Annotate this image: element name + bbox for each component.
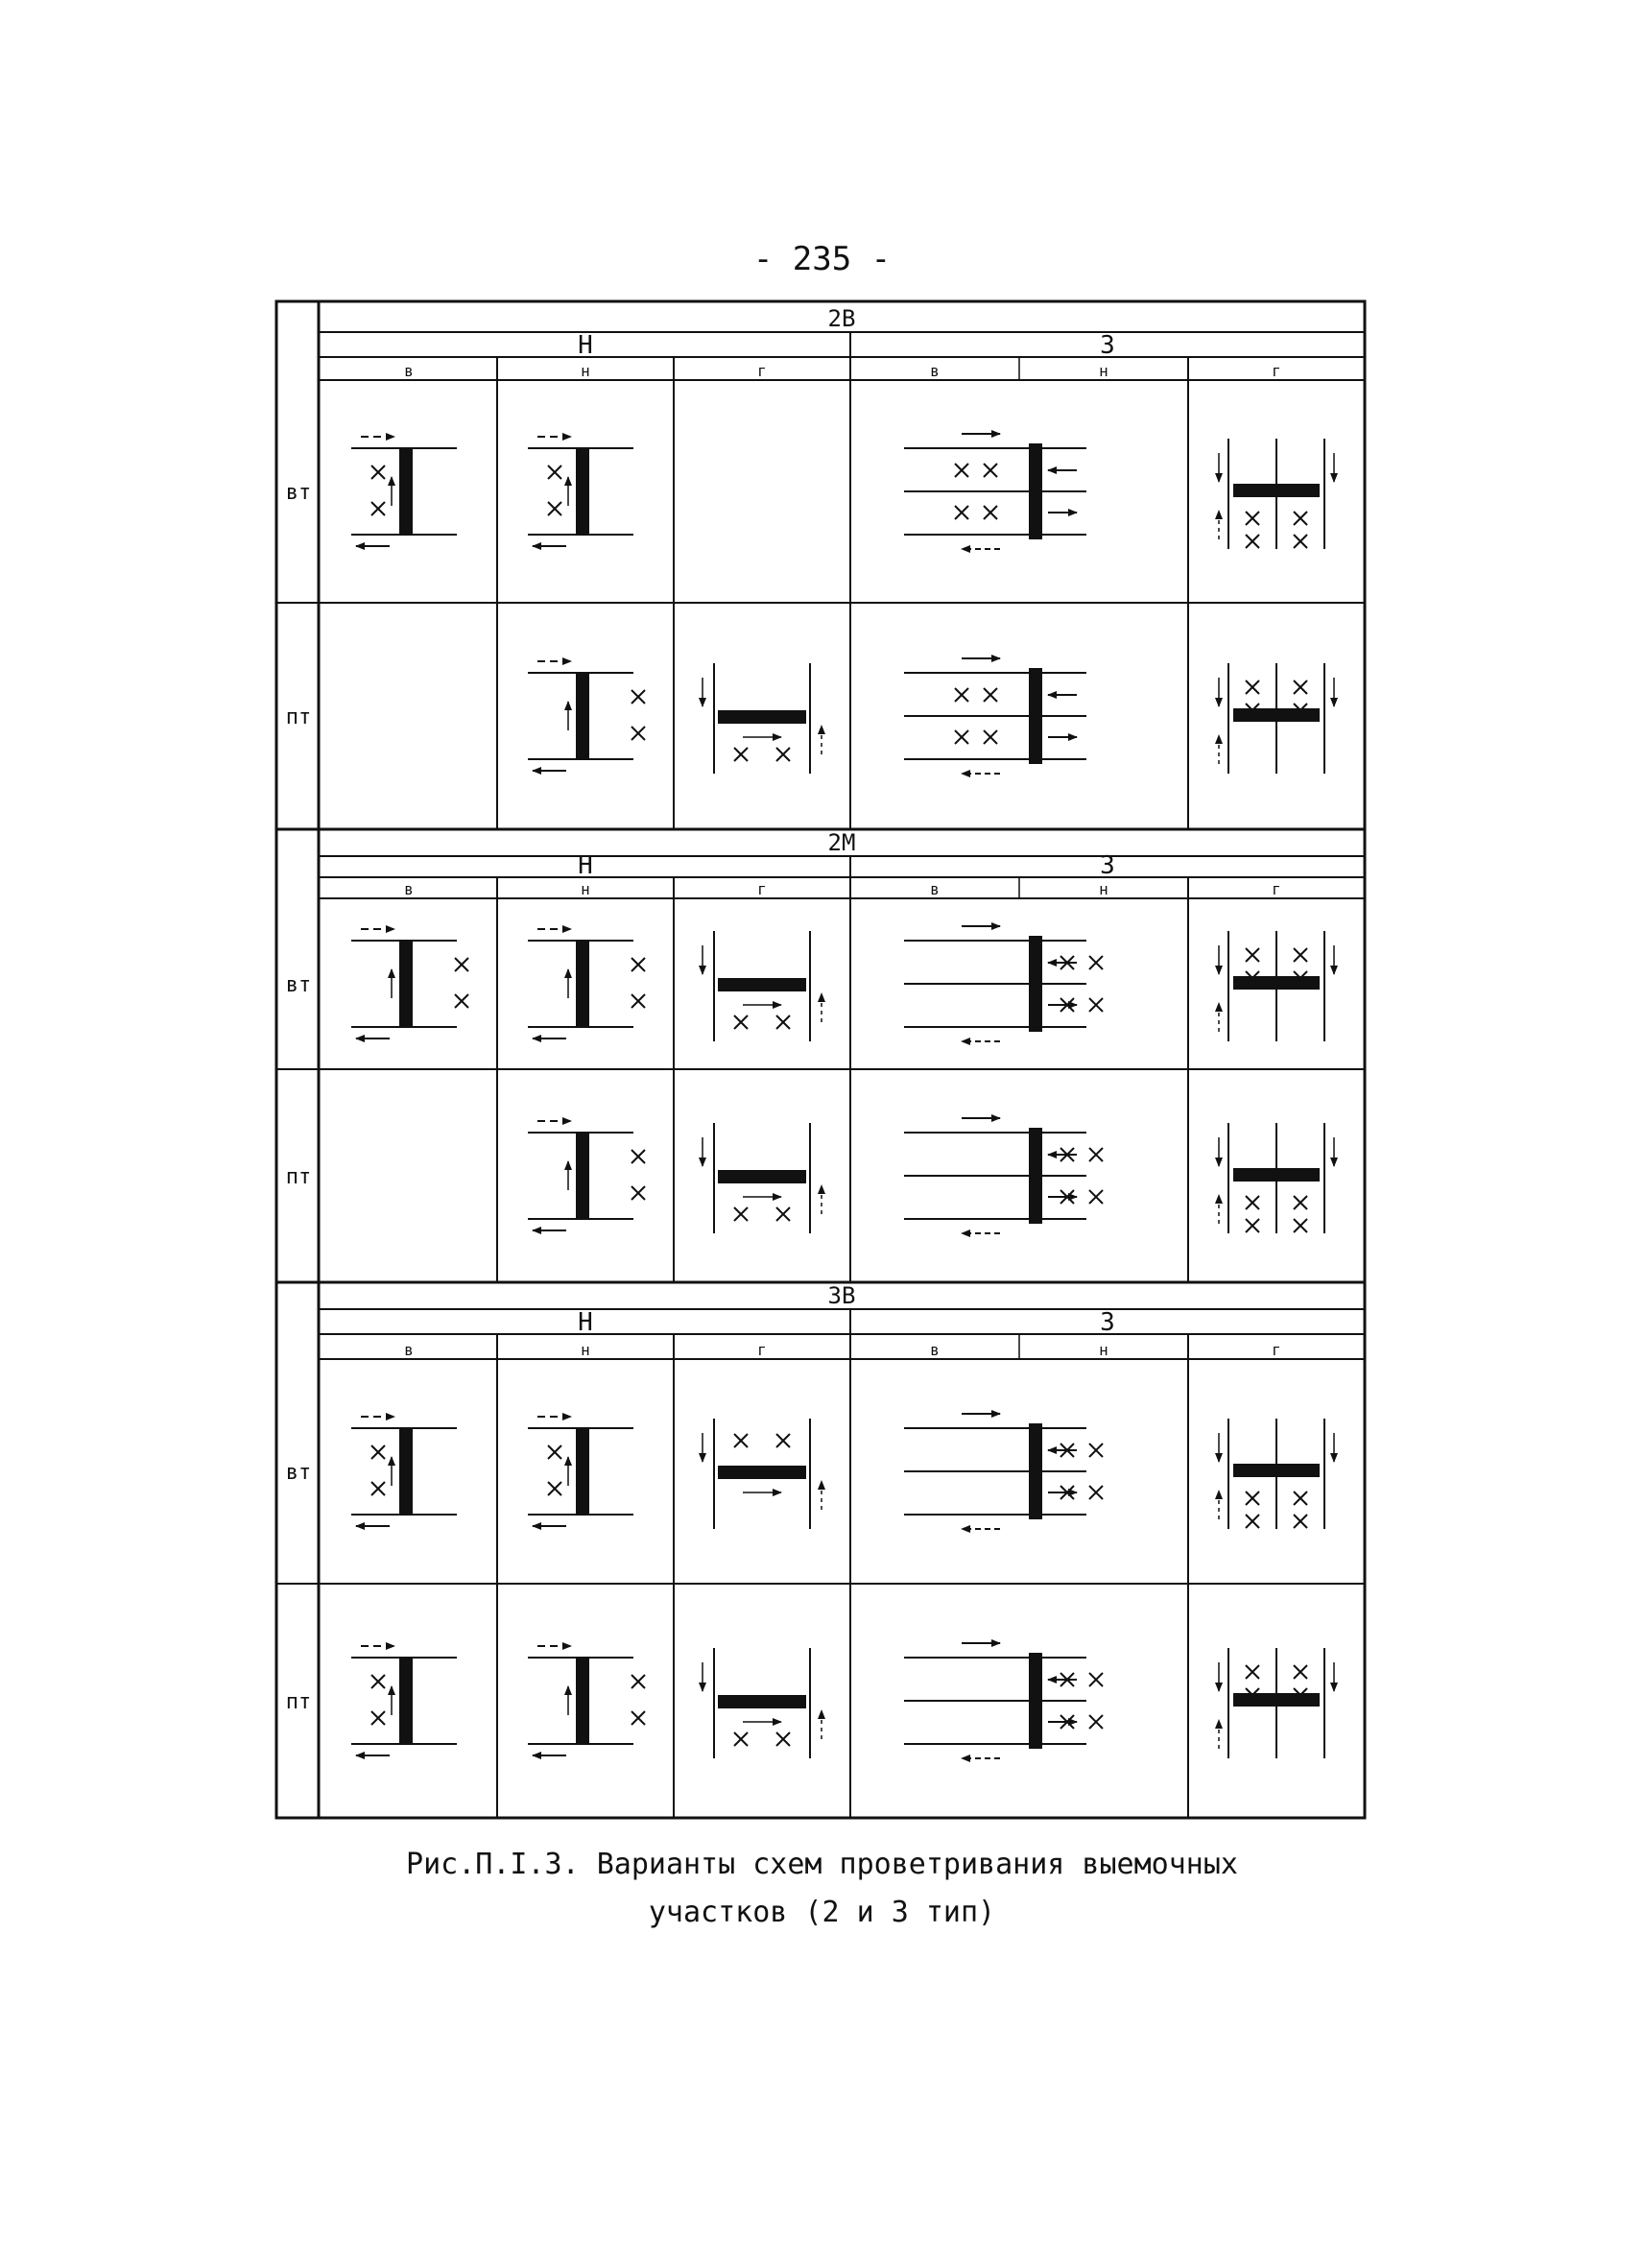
page-number: - 235 - xyxy=(752,240,892,278)
coal-face xyxy=(576,1428,589,1515)
scheme-b2-r2-c4 xyxy=(904,1118,1103,1233)
block-1 xyxy=(286,305,1281,729)
scheme-b1-r2-c3 xyxy=(703,663,822,774)
sub-col-label: н xyxy=(1099,880,1108,898)
scheme-b3-r2-c3 xyxy=(703,1648,822,1758)
coal-face xyxy=(399,1658,413,1744)
block-3 xyxy=(286,1282,1281,1714)
scheme-b1-r1-c5 xyxy=(1219,439,1334,549)
sub-col-label: в xyxy=(404,362,414,380)
group-label-z: З xyxy=(1100,851,1115,880)
group-label-z: З xyxy=(1100,1308,1115,1337)
sub-col-label: г xyxy=(757,362,767,380)
scheme-b1-r1-c2 xyxy=(528,437,633,546)
block-title: 2В xyxy=(827,305,856,332)
group-label-z: З xyxy=(1100,331,1115,360)
scheme-b3-r1-c2 xyxy=(528,1417,633,1526)
scheme-b2-r1-c1 xyxy=(351,929,468,1039)
scheme-b2-r2-c2 xyxy=(528,1121,645,1230)
sub-col-label: в xyxy=(930,362,940,380)
scheme-b3-r1-c4 xyxy=(904,1414,1103,1529)
coal-face xyxy=(576,673,589,759)
sub-col-label: г xyxy=(1272,880,1281,898)
coal-face xyxy=(399,448,413,535)
group-label-n: Н xyxy=(578,1308,593,1337)
scheme-b1-r2-c5 xyxy=(1219,663,1334,774)
scheme-b1-r1-c1 xyxy=(351,437,457,546)
scheme-b2-r2-c5 xyxy=(1219,1123,1334,1233)
ventilation-schemes-figure xyxy=(274,299,1369,1822)
scheme-b2-r1-c5 xyxy=(1219,931,1334,1041)
sub-col-label: г xyxy=(757,880,767,898)
coal-face xyxy=(718,1695,806,1708)
scheme-b3-r1-c1 xyxy=(351,1417,457,1526)
scheme-b3-r1-c3 xyxy=(703,1419,822,1529)
scheme-b2-r2-c3 xyxy=(703,1123,822,1233)
scheme-b3-r2-c2 xyxy=(528,1646,645,1755)
scheme-b2-r1-c4 xyxy=(904,926,1103,1041)
scheme-b2-r1-c3 xyxy=(703,931,822,1041)
coal-face xyxy=(718,978,806,991)
row-label-top: вт xyxy=(285,481,312,505)
block-title: 3В xyxy=(827,1282,856,1309)
coal-face xyxy=(576,448,589,535)
coal-face xyxy=(718,710,806,724)
row-label-top: вт xyxy=(285,1461,312,1485)
sub-col-label: в xyxy=(404,1341,414,1359)
scheme-b3-r2-c4 xyxy=(904,1643,1103,1758)
coal-face xyxy=(576,1133,589,1219)
sub-col-label: в xyxy=(930,1341,940,1359)
coal-face xyxy=(576,1658,589,1744)
scheme-b1-r2-c2 xyxy=(528,661,645,771)
coal-face xyxy=(718,1170,806,1183)
coal-face xyxy=(576,941,589,1027)
scheme-b3-r2-c1 xyxy=(351,1646,457,1755)
scheme-b3-r2-c5 xyxy=(1219,1648,1334,1758)
row-label-top: вт xyxy=(285,973,312,997)
figure-caption xyxy=(0,1841,1644,1937)
sub-col-label: н xyxy=(581,880,590,898)
caption-line-1: Рис.П.I.3. Варианты схем проветривания выемочных xyxy=(406,1848,1238,1881)
sub-col-label: н xyxy=(1099,362,1108,380)
sub-col-label: г xyxy=(1272,362,1281,380)
row-label-bottom: пт xyxy=(285,1690,312,1714)
scheme-b1-r2-c4 xyxy=(904,658,1086,774)
coal-face xyxy=(718,1466,806,1479)
row-label-bottom: пт xyxy=(285,1165,312,1189)
sub-col-label: н xyxy=(581,362,590,380)
sub-col-label: г xyxy=(1272,1341,1281,1359)
scheme-b3-r1-c5 xyxy=(1219,1419,1334,1529)
sub-col-label: в xyxy=(404,880,414,898)
coal-face xyxy=(399,941,413,1027)
block-title: 2М xyxy=(827,829,856,856)
table-frame xyxy=(276,301,1365,1818)
sub-col-label: н xyxy=(581,1341,590,1359)
coal-face xyxy=(399,1428,413,1515)
sub-col-label: г xyxy=(757,1341,767,1359)
figure-table xyxy=(274,299,1369,1822)
group-label-n: Н xyxy=(578,331,593,360)
sub-col-label: в xyxy=(930,880,940,898)
block-2 xyxy=(286,829,1281,1189)
caption-line-2: участков (2 и 3 тип) xyxy=(648,1896,996,1929)
row-label-bottom: пт xyxy=(285,705,312,729)
group-label-n: Н xyxy=(578,851,593,880)
scheme-b2-r1-c2 xyxy=(528,929,645,1039)
sub-col-label: н xyxy=(1099,1341,1108,1359)
scheme-b1-r1-c4 xyxy=(904,434,1086,549)
